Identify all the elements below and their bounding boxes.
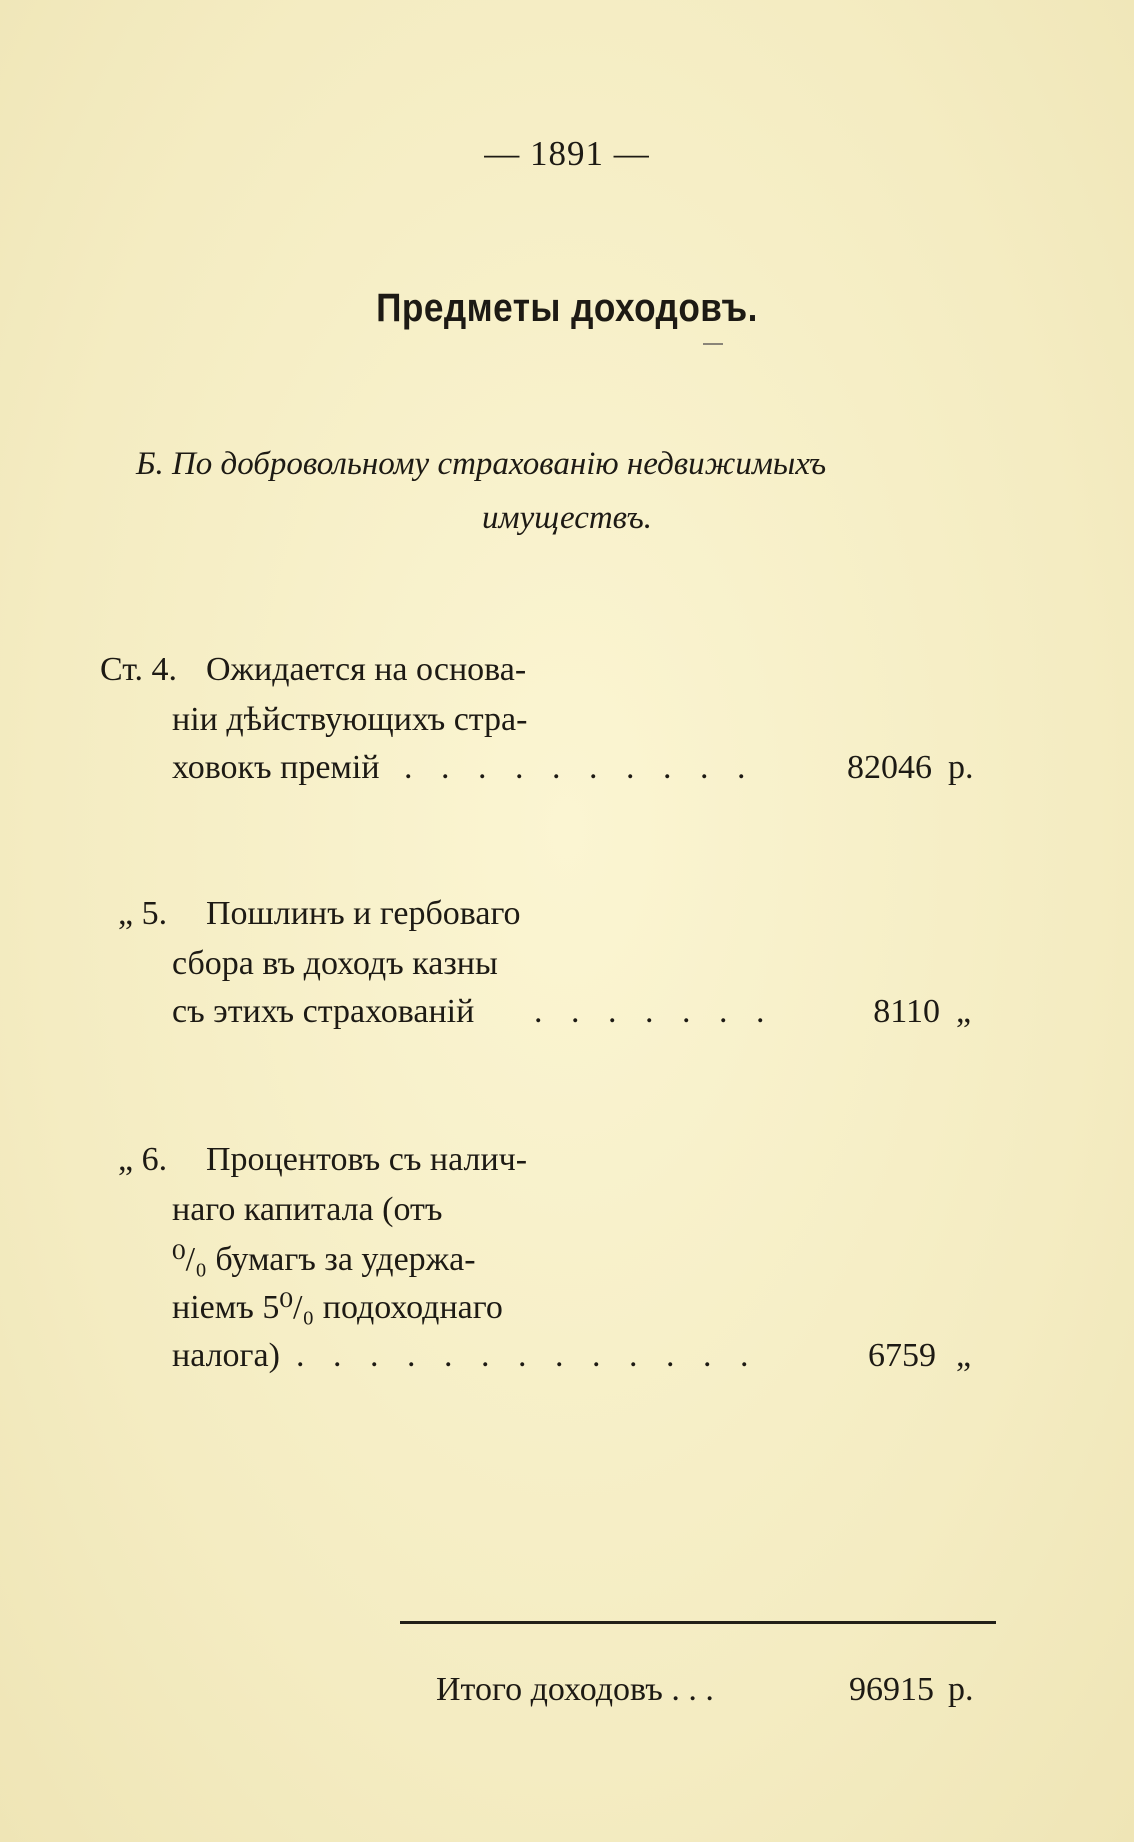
leader-dots: . . . . . . . . . . . . . — [296, 1337, 759, 1374]
total-amount: 96915 — [849, 1671, 934, 1708]
total-label: Итого доходовъ . . . — [436, 1671, 714, 1708]
article-text-line: наго капитала (отъ — [172, 1191, 443, 1228]
subheading-line-2: имуществъ. — [482, 500, 652, 536]
article-text-line: Процентовъ съ налич- — [206, 1141, 528, 1178]
article-amount: 82046 — [847, 749, 932, 786]
total-unit: р. — [948, 1671, 974, 1708]
article-unit: „ — [956, 993, 972, 1030]
article-text-line: сбора въ доходъ казны — [172, 945, 498, 982]
article-text-line: Пошлинъ и гербоваго — [206, 895, 521, 932]
article-text-line: налога) — [172, 1337, 280, 1374]
article-label: Ст. 4. — [100, 651, 178, 688]
section-heading: Предметы доходовъ. — [376, 286, 758, 330]
leader-dots: . . . . . . . — [534, 993, 775, 1030]
article-text-line: Ожидается на основа- — [206, 651, 527, 688]
article-unit: р. — [948, 749, 974, 786]
article-text-line: ховокъ премiй — [172, 749, 380, 786]
article-amount: 8110 — [873, 993, 940, 1030]
article-text-line: нiи дѣйствующихъ стра- — [172, 701, 528, 738]
article-text-line: ⁰/₀ бумагъ за удержа- — [172, 1241, 476, 1278]
page-number: — 1891 — — [484, 134, 650, 173]
article-text-line: нiемъ 5⁰/₀ подоходнаго — [172, 1289, 503, 1326]
article-label: „ 6. — [118, 1141, 168, 1178]
article-unit: „ — [956, 1337, 972, 1374]
leader-dots: . . . . . . . . . . — [404, 749, 756, 786]
article-label: „ 5. — [118, 895, 168, 932]
article-text-line: съ этихъ страхованiй — [172, 993, 475, 1030]
article-amount: 6759 — [868, 1337, 936, 1374]
total-rule — [400, 1621, 996, 1624]
subheading-line-1: Б. По добровольному страхованiю недвижимыхъ — [136, 446, 827, 482]
heading-rule — [703, 343, 723, 345]
